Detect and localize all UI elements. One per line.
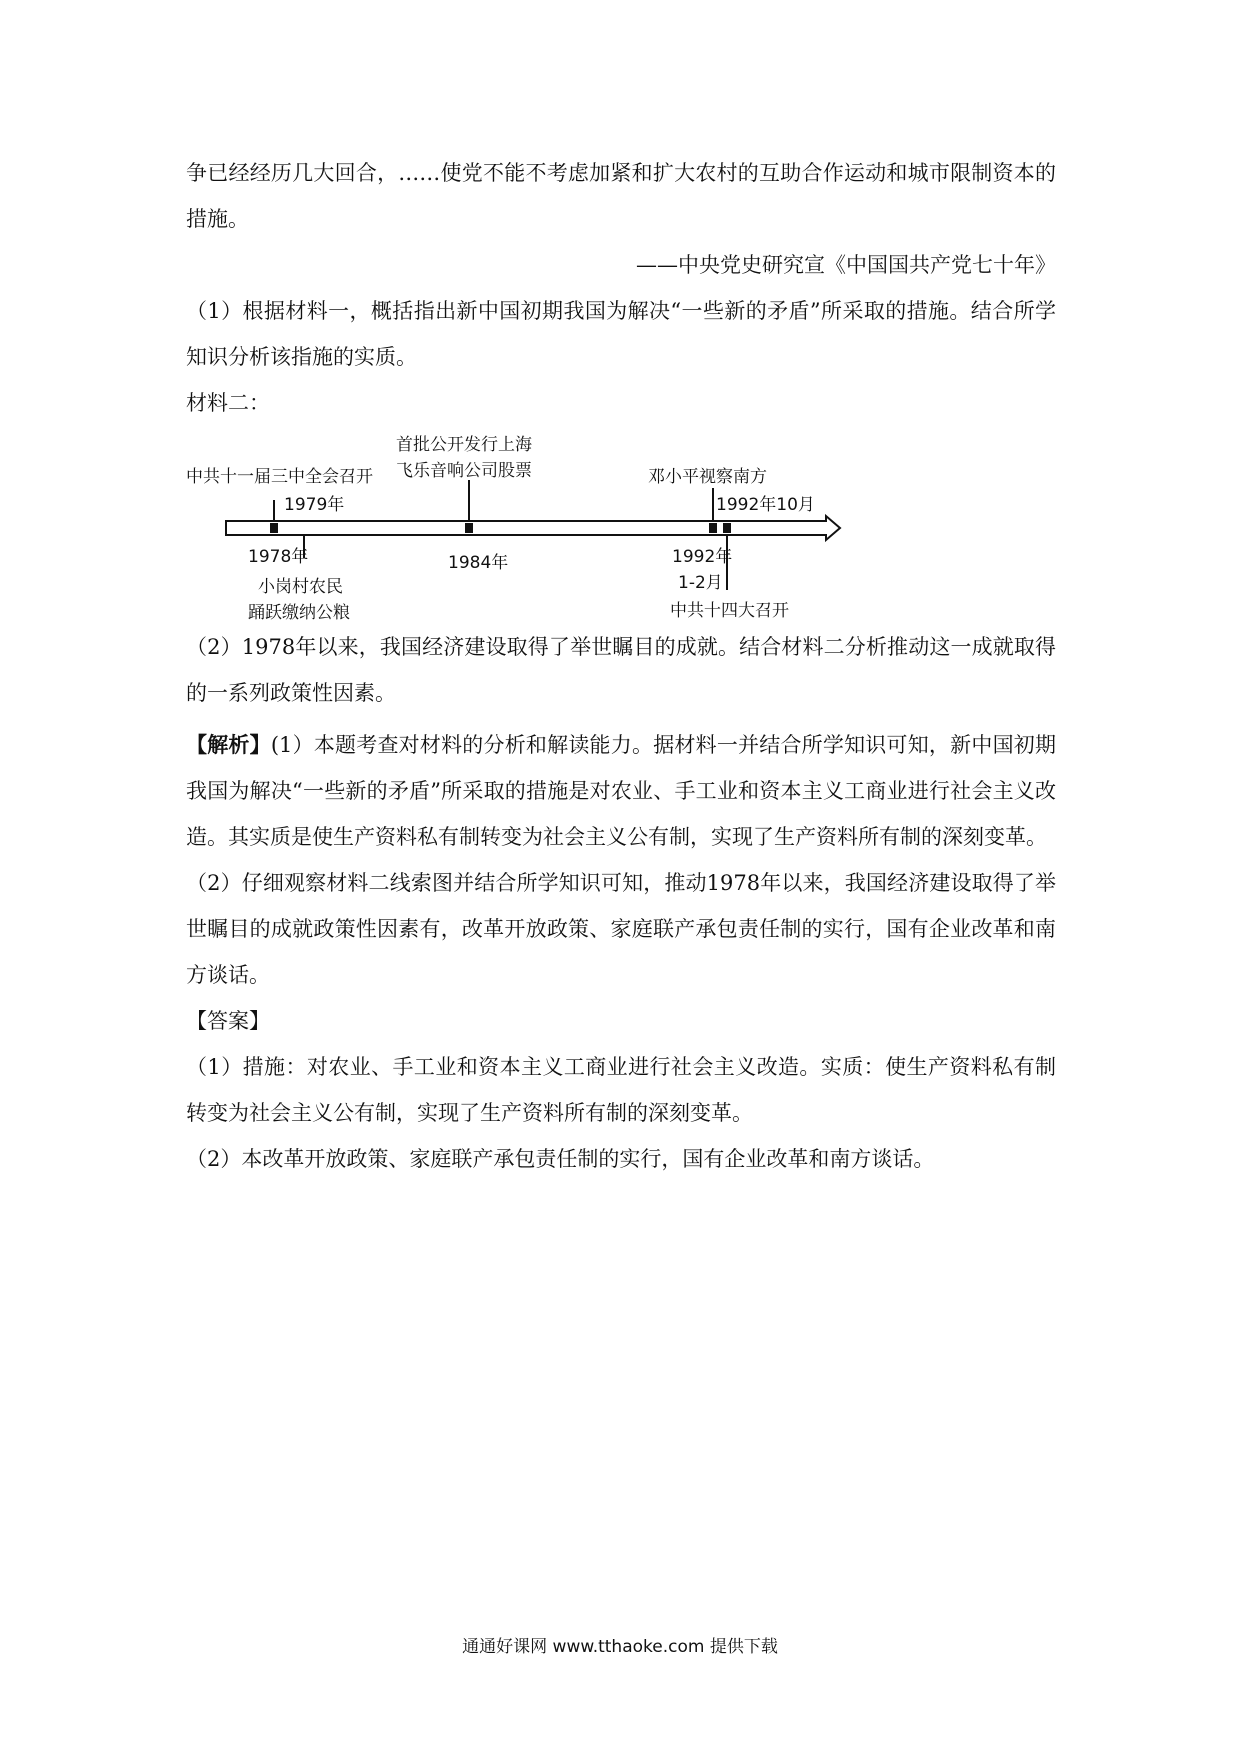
answer-part1: （1）措施：对农业、手工业和资本主义工商业进行社会主义改造。实质：使生产资料私有制转变为社会主义公有制，实现了生产资料所有制的深刻变革。: [186, 1055, 1056, 1125]
event-1984-marker: [465, 523, 473, 533]
analysis-part2: （2）仔细观察材料二线索图并结合所学知识可知，推动1978年以来，我国经济建设取得了举世瞩目的成就政策性因素有，改革开放政策、家庭联产承包责任制的实行，国有企业改革和南方谈话。: [186, 871, 1056, 987]
page-content: [186, 150, 1056, 1182]
question1: （1）根据材料一，概括指出新中国初期我国为解决“一些新的矛盾”所采取的措施。结合所学知识分析该指施的实质。: [186, 299, 1056, 369]
event-1992-october-marker: [723, 523, 731, 533]
material1-continued-text: 争已经经历几大回合，……使党不能不考虑加紧和扩大农村的互助合作运动和城市限制资本的措施。: [186, 161, 1056, 231]
analysis-tag: 【解析】: [186, 732, 271, 757]
event-1992-spring-date-1: 1992年: [672, 547, 733, 567]
event-1984-top-label-1: 首批公开发行上海: [396, 435, 532, 455]
analysis-part1: [186, 722, 1056, 860]
answer-tag: 【答案】: [186, 1009, 270, 1033]
event-1979-bottom-label-1: 小岗村农民: [258, 577, 343, 597]
event-1992-spring-date-2: 1-2月: [678, 573, 723, 593]
material1-source: ——中央党史研究宣《中国国共产党七十年》: [636, 253, 1056, 277]
event-1978-date: 1978年: [248, 547, 309, 567]
event-1978-top-label: 中共十一届三中全会召开: [186, 467, 373, 487]
page-footer: 通通好课网 www.tthaoke.com 提供下载: [462, 1637, 778, 1657]
question2: （2）1978年以来，我国经济建设取得了举世瞩目的成就。结合材料二分析推动这一成就取得的一系列政策性因素。: [186, 635, 1056, 705]
timeline-axis-arrow: [226, 516, 840, 540]
event-1992-spring-marker: [709, 523, 717, 533]
event-1992-spring-top-label: 邓小平视察南方: [648, 467, 767, 487]
analysis-part1-text: (1）本题考查对材料的分析和解读能力。据材料一并结合所学知识可知，新中国初期我国为解决“一些新的矛盾”所采取的措施是对农业、手工业和资本主义工商业进行社会主义改造。其实质是使生产资料私有制转变为社会主义公有制，实现了生产资料所有制的深刻变革。: [186, 733, 1056, 849]
answer-part2: （2）本改革开放政策、家庭联产承包责任制的实行，国有企业改革和南方谈话。: [186, 1147, 935, 1171]
material2-label: 材料二：: [186, 391, 270, 415]
event-1992-october-bottom-label: 中共十四大召开: [670, 601, 789, 621]
event-1979-bottom-label-2: 踊跃缴纳公粮: [248, 603, 350, 623]
event-1992-october-date: 1992年10月: [716, 495, 815, 515]
event-1979-date: 1979年: [284, 495, 345, 515]
timeline-svg: [186, 428, 1056, 624]
event-1984-top-label-2: 飞乐音响公司股票: [396, 461, 532, 481]
timeline-figure: [186, 428, 1056, 624]
event-1984-date: 1984年: [448, 553, 509, 573]
event-1978-marker: [270, 523, 278, 533]
